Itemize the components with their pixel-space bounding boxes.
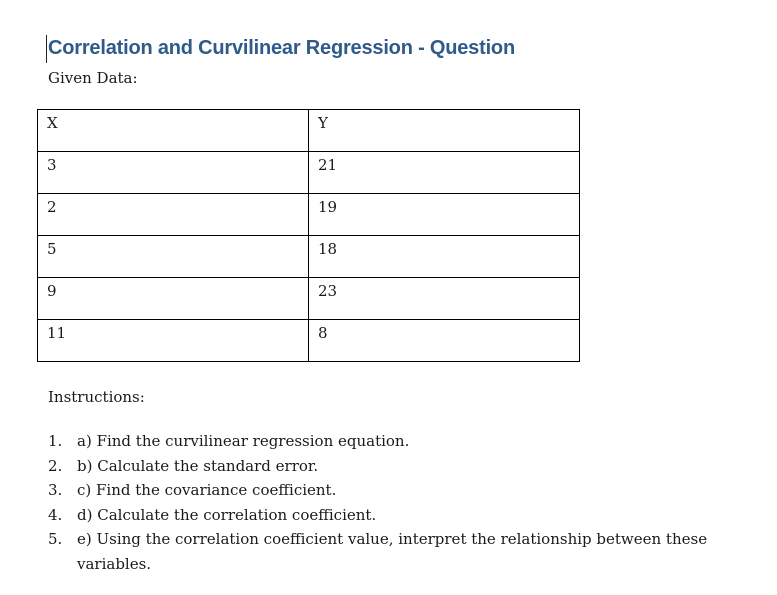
- list-item-number: 1.: [48, 432, 63, 450]
- list-item-number: 2.: [48, 456, 63, 475]
- table-cell-x: [38, 320, 309, 362]
- table-row: [38, 320, 580, 362]
- cell-value: 11: [47, 324, 67, 342]
- table-cell-y: [309, 236, 580, 278]
- table-cell-x: [38, 194, 309, 236]
- list-item: [48, 503, 748, 528]
- list-item: [48, 527, 748, 576]
- table-row: [38, 236, 580, 278]
- header-cell-y: [309, 110, 580, 152]
- cell-value: 5: [47, 240, 57, 258]
- list-item-text: e) Using the correlation coefficient value, interpret the relationship between these variables.: [77, 530, 708, 573]
- cell-value: 3: [47, 156, 57, 174]
- list-item-text: d) Calculate the correlation coefficient.: [77, 505, 377, 524]
- list-item: [48, 478, 748, 503]
- text-cursor: [46, 35, 47, 63]
- header-y-label: Y: [318, 114, 328, 132]
- cell-value: 21: [318, 156, 338, 174]
- data-table: [37, 109, 580, 362]
- document-title: Correlation and Curvilinear Regression - Question: [48, 37, 515, 59]
- cell-value: 19: [318, 198, 338, 216]
- table-cell-y: [309, 278, 580, 320]
- cell-value: 9: [47, 282, 57, 300]
- cell-value: 8: [318, 324, 328, 342]
- table-row: [38, 278, 580, 320]
- list-item-text: c) Find the covariance coefficient.: [77, 481, 337, 499]
- table-cell-y: [309, 194, 580, 236]
- table-row: [38, 194, 580, 236]
- table-cell-x: [38, 152, 309, 194]
- table-cell-y: [309, 152, 580, 194]
- cell-value: 23: [318, 282, 338, 300]
- list-item: [48, 454, 748, 479]
- table-cell-x: [38, 236, 309, 278]
- list-item: [48, 429, 748, 454]
- table-cell-x: [38, 278, 309, 320]
- table-header-row: [38, 110, 580, 152]
- list-item-number: 5.: [48, 530, 63, 548]
- list-item-number: 3.: [48, 481, 63, 499]
- list-item-text: a) Find the curvilinear regression equation.: [77, 432, 410, 450]
- header-cell-x: [38, 110, 309, 152]
- cell-value: 2: [47, 198, 57, 216]
- header-x-label: X: [47, 114, 58, 132]
- instructions-list: [48, 429, 748, 576]
- given-data-label: Given Data:: [48, 69, 138, 87]
- table-row: [38, 152, 580, 194]
- list-item-text: b) Calculate the standard error.: [77, 456, 319, 475]
- cell-value: 18: [318, 240, 338, 258]
- instructions-label: Instructions:: [48, 388, 145, 406]
- list-item-number: 4.: [48, 505, 63, 524]
- table-cell-y: [309, 320, 580, 362]
